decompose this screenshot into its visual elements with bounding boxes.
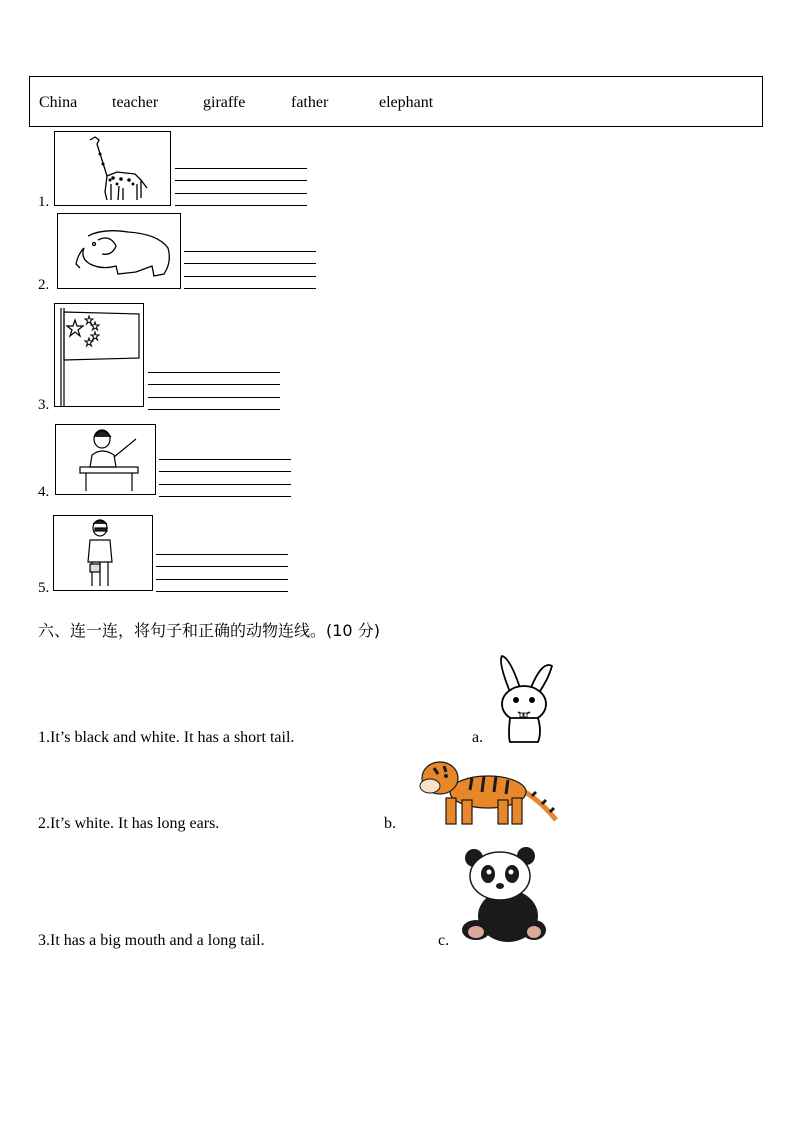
option-letter: b. (384, 815, 396, 832)
word-bank-word: teacher (112, 94, 159, 111)
elephant-picture (57, 213, 181, 289)
matching-sentence[interactable]: 2.It’s white. It has long ears. (38, 815, 220, 832)
option-letter: a. (472, 729, 484, 746)
option-letter: c. (438, 932, 450, 949)
word-bank-box (29, 76, 763, 127)
china-flag-picture (54, 303, 144, 407)
word-bank-word: China (39, 94, 78, 111)
word-bank-word: giraffe (203, 94, 246, 111)
item-number: 5. (38, 580, 50, 596)
item-number: 2. (38, 277, 50, 293)
teacher-picture (55, 424, 156, 495)
giraffe-picture (54, 131, 171, 206)
matching-sentence[interactable]: 1.It’s black and white. It has a short tail. (38, 729, 295, 746)
panda-picture[interactable] (456, 846, 556, 946)
father-picture (53, 515, 153, 591)
section-title: 六、连一连，将句子和正确的动物连线。(10 分) (38, 621, 380, 640)
matching-sentence[interactable]: 3.It has a big mouth and a long tail. (38, 932, 265, 949)
word-bank-word: father (291, 94, 329, 111)
word-bank-word: elephant (379, 94, 434, 111)
item-number: 3. (38, 397, 50, 413)
tiger-picture[interactable] (412, 754, 562, 830)
item-number: 4. (38, 484, 50, 500)
item-number: 1. (38, 194, 50, 210)
rabbit-picture[interactable] (490, 652, 570, 746)
